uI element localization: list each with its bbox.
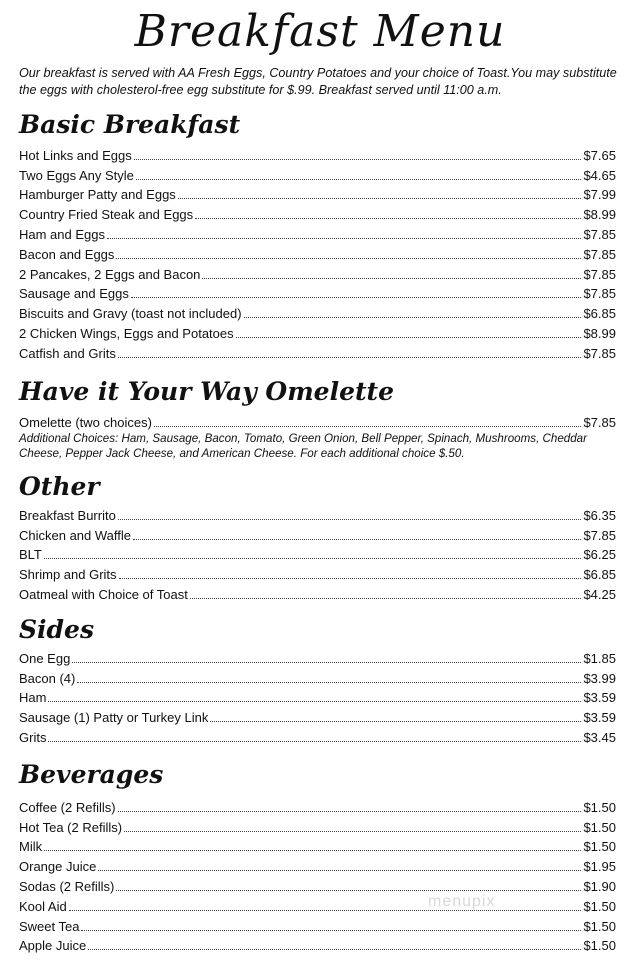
menu-item [19,795,616,815]
menu-item [19,163,616,183]
menu-item [19,934,616,954]
menu-item-price: $7.65 [583,147,616,163]
menu-item-price: $7.85 [583,286,616,302]
menu-item-name: Country Fried Steak and Eggs [19,207,194,223]
menu-item-price: $3.45 [583,729,616,745]
menu-title: Breakfast Menu [134,6,506,57]
section-items-basic-breakfast [19,143,616,361]
dot-leader [77,681,581,683]
menu-item-name: Ham [19,690,47,706]
dot-leader [195,217,581,219]
menu-item-price: $1.50 [583,839,616,855]
menu-item-name: Hot Tea (2 Refills) [19,819,123,835]
dot-leader [88,948,581,950]
dot-leader [118,810,582,812]
dot-leader [244,316,582,318]
dot-leader [133,538,581,540]
menu-item [19,523,616,543]
dot-leader [44,557,582,559]
section-heading-sides: Sides [19,615,95,644]
menu-item-name: Biscuits and Gravy (toast not included) [19,306,242,322]
menu-item [19,321,616,341]
dot-leader [154,425,582,427]
menu-item-price: $6.25 [583,547,616,563]
menu-item-name: Apple Juice [19,938,87,954]
section-items-sides [19,646,616,745]
menu-item [19,914,616,934]
watermark: menupix [428,893,496,910]
menu-item-name: Sweet Tea [19,918,80,934]
menu-item-name: Bacon and Eggs [19,246,115,262]
menu-item-price: $4.65 [583,167,616,183]
menu-item-price: $6.85 [583,567,616,583]
dot-leader [116,257,581,259]
menu-item [19,894,616,914]
menu-item-name: Hot Links and Eggs [19,147,132,163]
menu-item [19,666,616,686]
menu-item-name: Omelette (two choices) [19,414,152,430]
section-items-beverages [19,795,616,953]
menu-item [19,143,616,163]
dot-leader [136,178,582,180]
menu-item-name: Catfish and Grits [19,345,116,361]
menu-item [19,874,616,894]
menu-item-price: $1.50 [583,819,616,835]
dot-leader [98,869,581,871]
dot-leader [236,336,582,338]
menu-item [19,341,616,361]
menu-item-name: Chicken and Waffle [19,527,132,543]
menu-item-price: $7.85 [583,345,616,361]
menu-item [19,242,616,262]
menu-item-price: $7.85 [583,246,616,262]
menu-item-price: $7.99 [583,187,616,203]
menu-item [19,582,616,602]
menu-item [19,262,616,282]
dot-leader [81,929,581,931]
dot-leader [107,237,581,239]
section-heading-omelette: Have it Your Way Omelette [19,377,394,406]
menu-item-price: $1.50 [583,898,616,914]
dot-leader [48,740,581,742]
dot-leader [118,518,582,520]
menu-item-name: Sausage (1) Patty or Turkey Link [19,710,209,726]
menu-item [19,686,616,706]
menu-item-price: $1.50 [583,938,616,954]
menu-item-name: 2 Pancakes, 2 Eggs and Bacon [19,266,201,282]
menu-item-price: $6.85 [583,306,616,322]
menu-item [19,503,616,523]
menu-item [19,183,616,203]
menu-item-price: $7.85 [583,226,616,242]
dot-leader [119,577,582,579]
dot-leader [134,158,582,160]
section-heading-beverages: Beverages [19,760,164,789]
menu-item-name: One Egg [19,650,71,666]
menu-item-price: $1.85 [583,650,616,666]
menu-item-name: Grits [19,729,47,745]
menu-item-name: Sodas (2 Refills) [19,878,115,894]
menu-item-name: 2 Chicken Wings, Eggs and Potatoes [19,325,234,341]
menu-item [19,282,616,302]
menu-item-name: Breakfast Burrito [19,507,116,523]
menu-item-name: Hamburger Patty and Eggs [19,187,176,203]
dot-leader [178,197,582,199]
menu-item [19,835,616,855]
dot-leader [190,597,582,599]
menu-item [19,410,616,430]
menu-item-name: Bacon (4) [19,670,76,686]
section-items-other [19,503,616,602]
menu-item-price: $8.99 [583,325,616,341]
dot-leader [118,356,582,358]
menu-item-price: $7.85 [583,414,616,430]
menu-item [19,705,616,725]
menu-item [19,725,616,745]
menu-item-price: $1.50 [583,918,616,934]
dot-leader [202,277,581,279]
dot-leader [210,720,581,722]
menu-item-price: $3.59 [583,710,616,726]
dot-leader [48,700,581,702]
menu-item [19,202,616,222]
dot-leader [116,889,581,891]
menu-item-price: $3.59 [583,690,616,706]
menu-item-name: Two Eggs Any Style [19,167,134,183]
menu-item-price: $6.35 [583,507,616,523]
section-heading-other: Other [19,472,100,501]
dot-leader [69,909,582,911]
section-heading-basic-breakfast: Basic Breakfast [19,110,241,139]
dot-leader [72,661,581,663]
menu-item-price: $8.99 [583,207,616,223]
dot-leader [44,849,581,851]
section-note: Additional Choices: Ham, Sausage, Bacon, Tomato, Green Onion, Bell Pepper, Spinach, Mushrooms, Cheddar Cheese, Pepper Jack Cheese, and American Cheese. For each additional choice $.50. [19,431,587,460]
menu-item [19,854,616,874]
menu-item-price: $1.50 [583,799,616,815]
menu-item-name: Kool Aid [19,898,67,914]
section-items-omelette [19,410,616,461]
menu-item-price: $4.25 [583,586,616,602]
menu-item-name: Sausage and Eggs [19,286,129,302]
menu-item-price: $3.99 [583,670,616,686]
menu-item [19,815,616,835]
menu-item-price: $1.90 [583,878,616,894]
dot-leader [124,830,581,832]
menu-item [19,222,616,242]
menu-item-name: BLT [19,547,42,563]
menu-item-name: Orange Juice [19,859,97,875]
menu-item-price: $7.85 [583,527,616,543]
menu-item-name: Milk [19,839,43,855]
menu-item-name: Oatmeal with Choice of Toast [19,586,188,602]
menu-item [19,646,616,666]
menu-item [19,543,616,563]
menu-item-price: $1.95 [583,859,616,875]
menu-item [19,301,616,321]
menu-intro: Our breakfast is served with AA Fresh Eggs, Country Potatoes and your choice of Toast.You may substitute the eggs with cholesterol-free egg substitute for $.99. Breakfast served until 11:00 a.m. [19,66,617,97]
menu-item-name: Coffee (2 Refills) [19,799,116,815]
menu-item-name: Ham and Eggs [19,226,105,242]
menu-item-price: $7.85 [583,266,616,282]
dot-leader [131,296,582,298]
menu-item-name: Shrimp and Grits [19,567,117,583]
menu-item [19,562,616,582]
